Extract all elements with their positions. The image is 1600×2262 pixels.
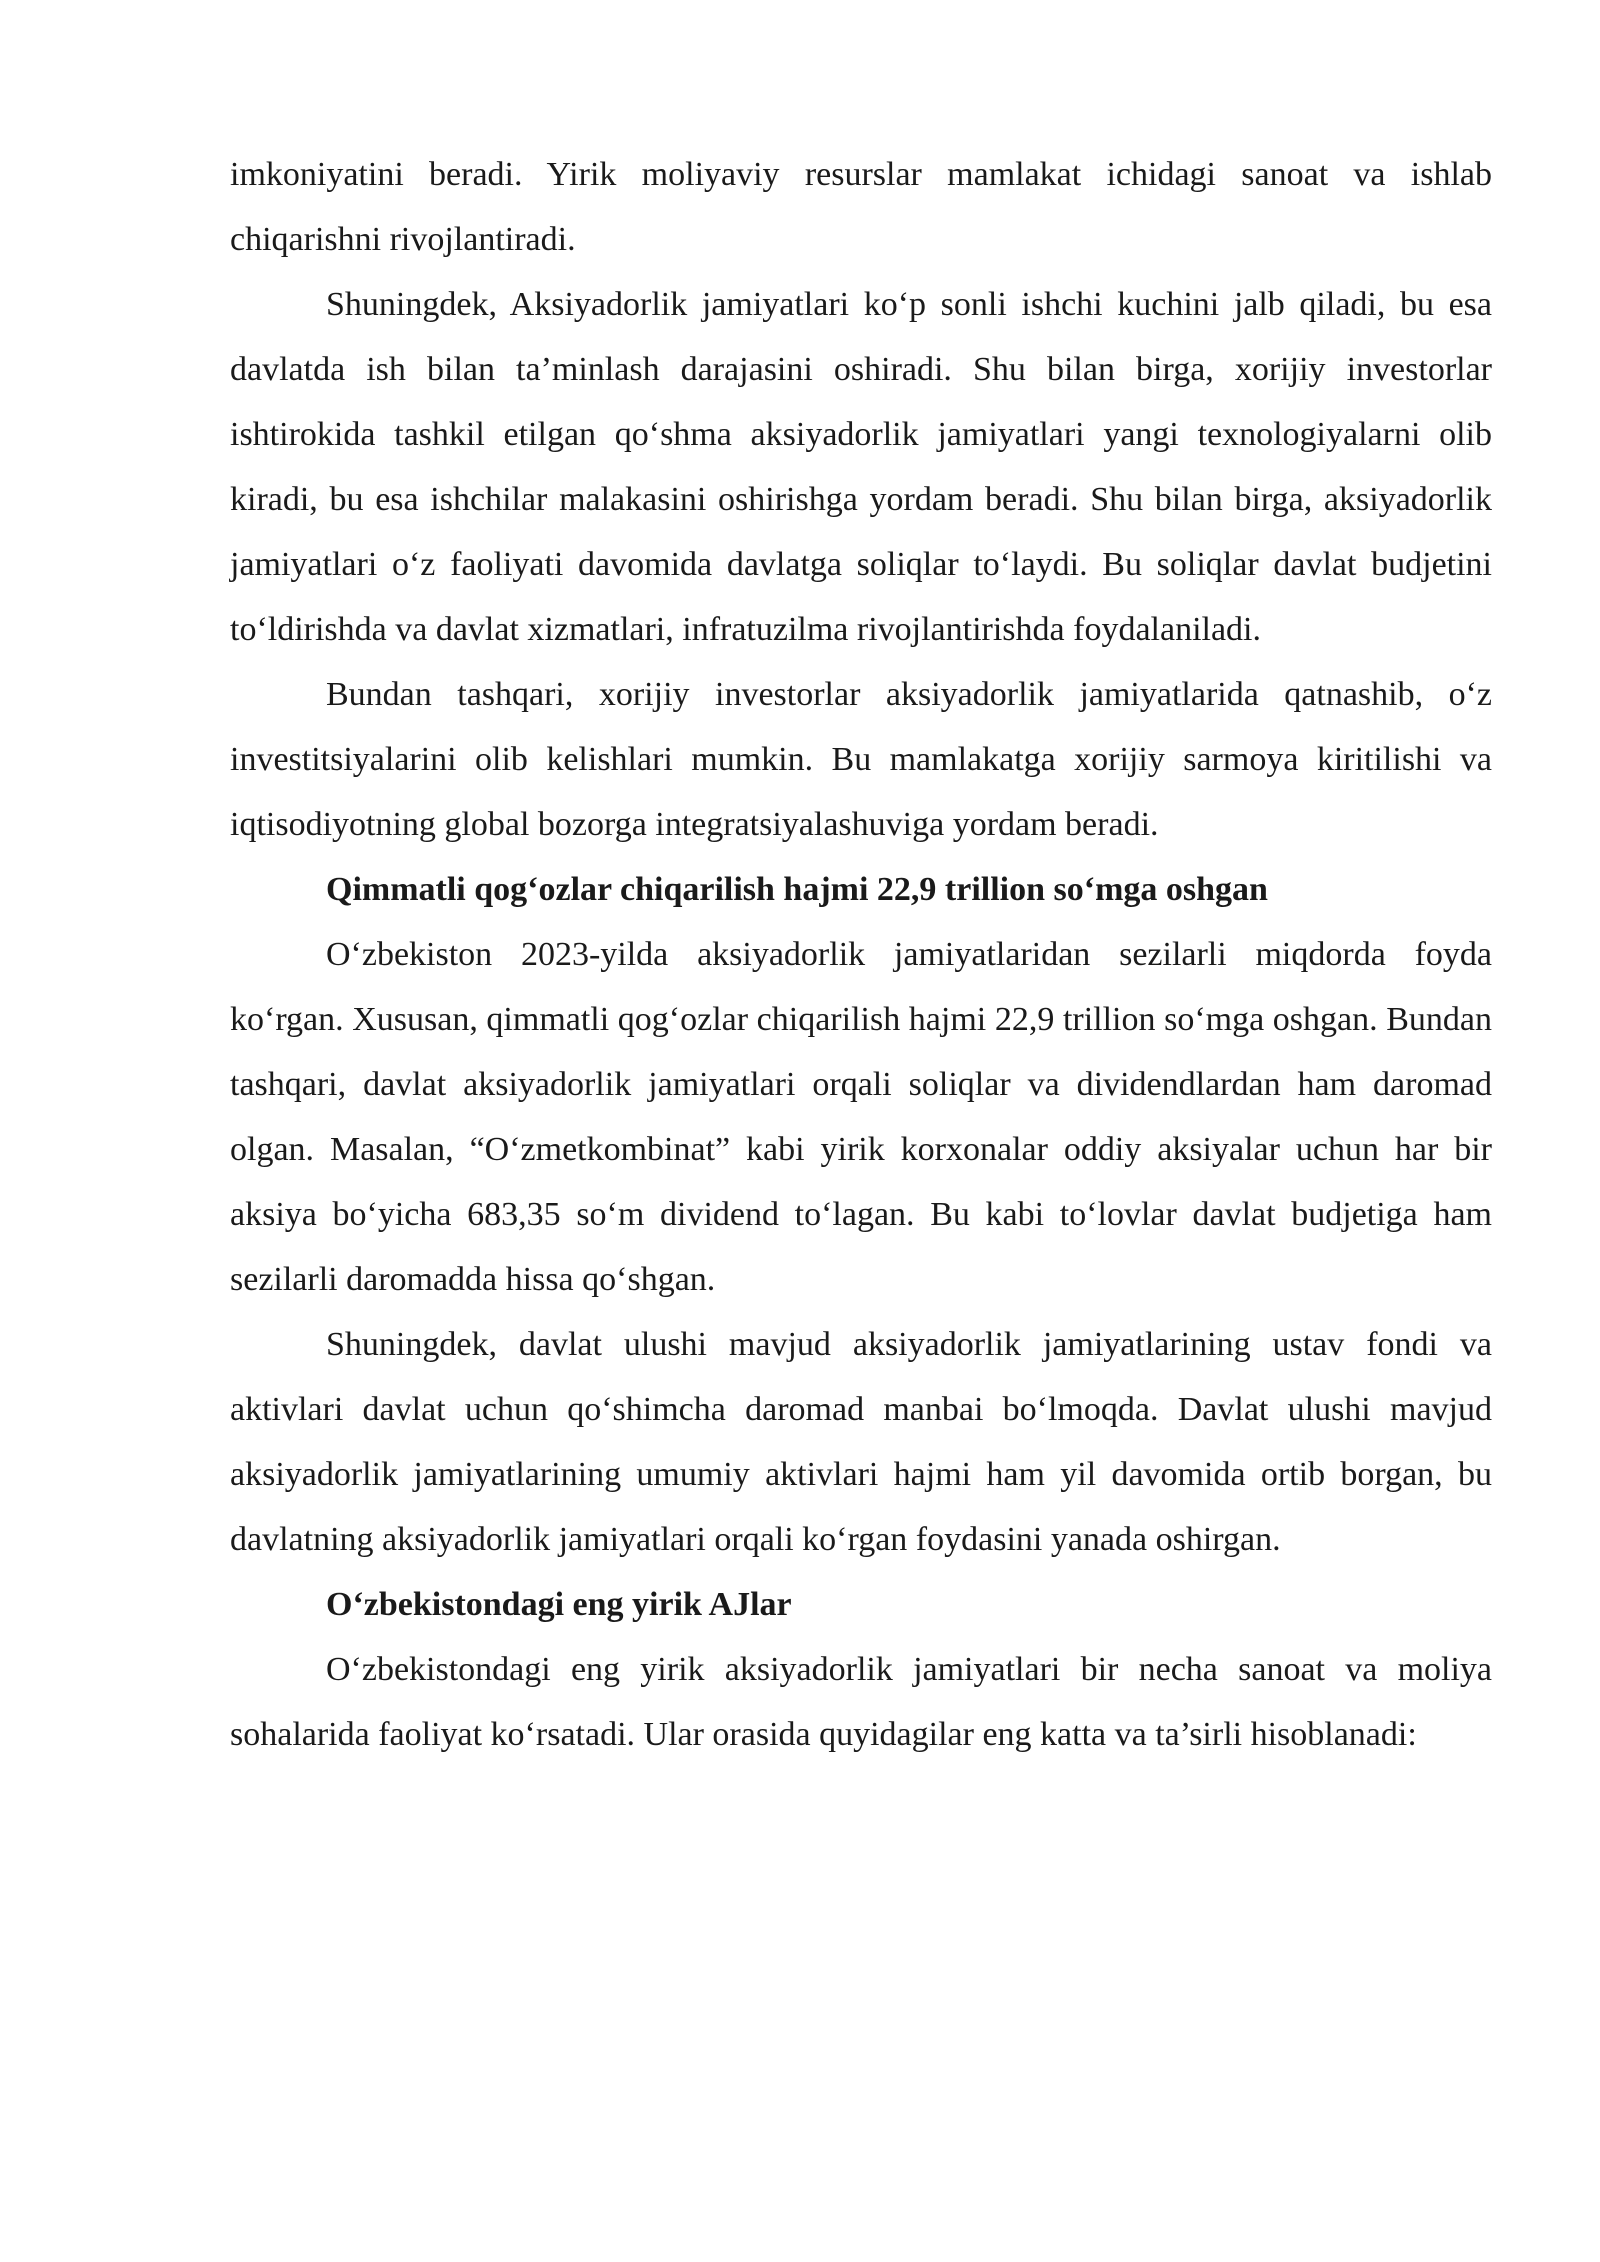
paragraph: imkoniyatini beradi. Yirik moliyaviy resurslar mamlakat ichidagi sanoat va ishlab chiqarishni rivojlantiradi.	[230, 156, 1492, 258]
paragraph: Shuningdek, davlat ulushi mavjud aksiyadorlik jamiyatlarining ustav fondi va aktivlari davlat uchun qo‘shimcha daromad manbai bo‘lmoqda. Davlat ulushi mavjud aksiyadorlik jamiyatlarining umumiy aktivlari hajmi ham yil davomida ortib borgan, bu davlatning aksiyadorlik jamiyatlari orqali ko‘rgan foydasini yanada oshirgan.	[230, 1326, 1492, 1558]
section-heading: Qimmatli qog‘ozlar chiqarilish hajmi 22,9 trillion so‘mga oshgan	[326, 871, 1268, 908]
paragraph: O‘zbekistondagi eng yirik aksiyadorlik jamiyatlari bir necha sanoat va moliya sohalarida faoliyat ko‘rsatadi. Ular orasida quyidagilar eng katta va ta’sirli hisoblanadi:	[230, 1651, 1492, 1753]
document-page	[230, 142, 1492, 1767]
section-heading: O‘zbekistondagi eng yirik AJlar	[326, 1586, 792, 1623]
paragraph: O‘zbekiston 2023-yilda aksiyadorlik jamiyatlaridan sezilarli miqdorda foyda ko‘rgan. Xususan, qimmatli qog‘ozlar chiqarilish hajmi 22,9 trillion so‘mga oshgan. Bundan tashqari, davlat aksiyadorlik jamiyatlari orqali soliqlar va dividendlardan ham daromad olgan. Masalan, “O‘zmetkombinat” kabi yirik korxonalar oddiy aksiyalar uchun har bir aksiya bo‘yicha 683,35 so‘m dividend to‘lagan. Bu kabi to‘lovlar davlat budjetiga ham sezilarli daromadda hissa qo‘shgan.	[230, 936, 1492, 1298]
paragraph: Bundan tashqari, xorijiy investorlar aksiyadorlik jamiyatlarida qatnashib, o‘z investitsiyalarini olib kelishlari mumkin. Bu mamlakatga xorijiy sarmoya kiritilishi va iqtisodiyotning global bozorga integratsiyalashuviga yordam beradi.	[230, 676, 1492, 843]
paragraph: Shuningdek, Aksiyadorlik jamiyatlari ko‘p sonli ishchi kuchini jalb qiladi, bu esa davlatda ish bilan ta’minlash darajasini oshiradi. Shu bilan birga, xorijiy investorlar ishtirokida tashkil etilgan qo‘shma aksiyadorlik jamiyatlari yangi texnologiyalarni olib kiradi, bu esa ishchilar malakasini oshirishga yordam beradi. Shu bilan birga, aksiyadorlik jamiyatlari o‘z faoliyati davomida davlatga soliqlar to‘laydi. Bu soliqlar davlat budjetini to‘ldirishda va davlat xizmatlari, infratuzilma rivojlantirishda foydalaniladi.	[230, 286, 1492, 648]
